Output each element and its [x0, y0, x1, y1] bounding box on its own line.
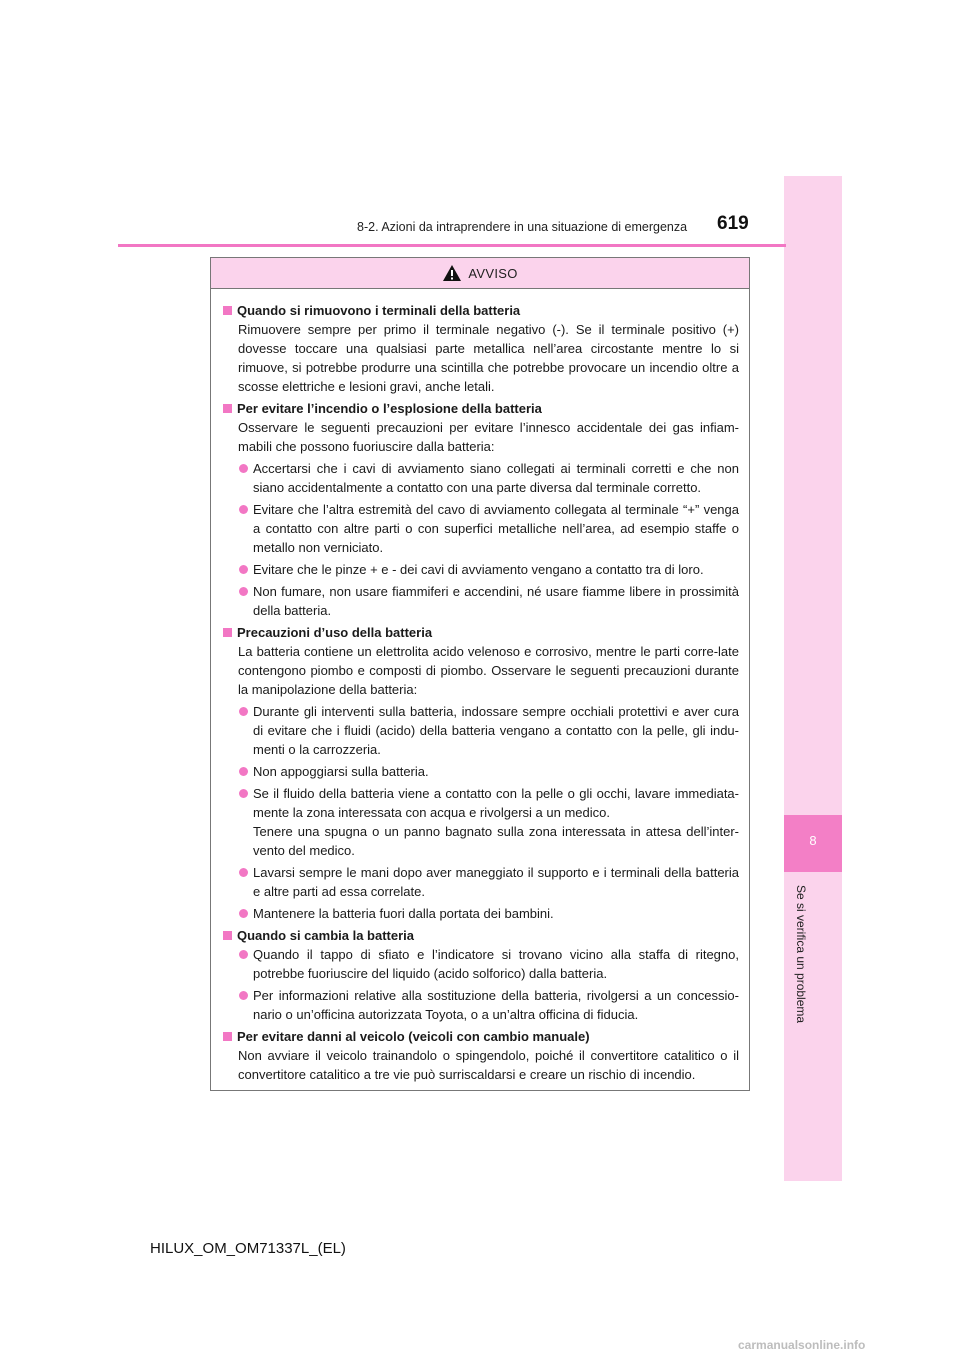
round-bullet-icon [239, 464, 248, 473]
document-code: HILUX_OM_OM71337L_(EL) [150, 1240, 346, 1257]
round-bullet-icon [239, 909, 248, 918]
section-heading [223, 623, 739, 642]
list-item-text: Evitare che le pinze + e - dei cavi di avviamento vengano a contatto tra di loro. [253, 562, 704, 577]
list-item [223, 702, 739, 759]
list-item [223, 500, 739, 557]
list-item-text: Quando il tappo di sfiato e l’indicatore si trovano vicino alla staffa di ritegno, potrebbe fuoriuscire del liquido (acido solforico) dalla batteria. [253, 947, 739, 981]
section-title: 8-2. Azioni da intraprendere in una situazione di emergenza [357, 220, 688, 234]
list-item [223, 945, 739, 983]
square-bullet-icon [223, 404, 232, 413]
list-item [223, 459, 739, 497]
section-paragraph: Osservare le seguenti precauzioni per evitare l’innesco accidentale dei gas infiam-mabili che possono fuoriuscire dalla batteria: [238, 420, 739, 454]
round-bullet-icon [239, 587, 248, 596]
list-item-text: Mantenere la batteria fuori dalla portata dei bambini. [253, 906, 554, 921]
section-heading [223, 1027, 739, 1046]
round-bullet-icon [239, 505, 248, 514]
section-paragraph: La batteria contiene un elettrolita acido velenoso e corrosivo, mentre le parti corre-late contengono piombo e composti di piombo. Osservare le seguenti precauzioni durante la manipolazione della batteria: [238, 644, 739, 697]
square-bullet-icon [223, 931, 232, 940]
warning-section [223, 301, 739, 396]
list-item-text: Lavarsi sempre le mani dopo aver maneggiato il supporto e i terminali della batteria e altre parti ad essa correlate. [253, 865, 739, 899]
section-heading [223, 301, 739, 320]
section-heading-text: Precauzioni d’uso della batteria [237, 625, 433, 640]
list-item [223, 863, 739, 901]
section-heading-text: Quando si rimuovono i terminali della batteria [237, 303, 521, 318]
round-bullet-icon [239, 707, 248, 716]
warning-header [211, 258, 749, 289]
warning-section [223, 623, 739, 923]
list-item [223, 986, 739, 1024]
round-bullet-icon [239, 991, 248, 1000]
list-item-text: Non appoggiarsi sulla batteria. [253, 764, 429, 779]
list-item-text: Se il fluido della batteria viene a contatto con la pelle o gli occhi, lavare immediata-mente la zona interessata con acqua e rivolgersi a un medico. Tenere una spugna o un panno bagnato sulla zona interessata in attesa dell’inter-vento del medico. [253, 786, 739, 858]
section-heading-text: Per evitare l’incendio o l’esplosione della batteria [237, 401, 542, 416]
list-item [223, 904, 739, 923]
warning-section [223, 926, 739, 1024]
section-paragraph: Rimuovere sempre per primo il terminale negativo (-). Se il terminale positivo (+) dovesse toccare una qualsiasi parte metallica nell’area circostante mentre lo si rimuove, si potrebbe produrre una scintilla che potrebbe provocare un incendio oltre a scosse elettriche e lesioni gravi, anche letali. [238, 322, 739, 394]
list-item-text: Non fumare, non usare fiammiferi e accendini, né usare fiamme libere in prossimità della batteria. [253, 584, 739, 618]
list-item [223, 762, 739, 781]
list-item [223, 784, 739, 860]
round-bullet-icon [239, 565, 248, 574]
warning-section [223, 1027, 739, 1084]
round-bullet-icon [239, 868, 248, 877]
header-rule [118, 244, 786, 247]
warning-body [211, 289, 749, 1097]
list-item-text: Per informazioni relative alla sostituzione della batteria, rivolgersi a un concessio-nario o un’officina autorizzata Toyota, o a un’altra officina di fiducia. [253, 988, 739, 1022]
watermark: carmanualsonline.info [738, 1338, 866, 1352]
chapter-number: 8 [809, 833, 817, 848]
section-heading-text: Quando si cambia la batteria [237, 928, 414, 943]
page-number: 619 [717, 213, 749, 234]
list-item-text: Evitare che l’altra estremità del cavo di avviamento collegata al terminale “+” venga a contatto con altre parti o con superfici metalliche nell’area, ad esempio staffe o metallo non verniciato. [253, 502, 739, 555]
list-item-text: Accertarsi che i cavi di avviamento siano collegati ai terminali corretti e che non siano accidentalmente a contatto con una parte diversa dal terminale corretto. [253, 461, 739, 495]
list-item-text: Durante gli interventi sulla batteria, indossare sempre occhiali protettivi e aver cura di evitare che i fluidi (acido) della batteria vengano a contatto con la pelle, gli indu-menti o la carrozzeria. [253, 704, 739, 757]
warning-box [210, 257, 750, 1091]
warning-label: AVVISO [468, 265, 518, 281]
square-bullet-icon [223, 1032, 232, 1041]
section-heading [223, 399, 739, 418]
warning-section [223, 399, 739, 620]
round-bullet-icon [239, 767, 248, 776]
section-paragraph: Non avviare il veicolo trainandolo o spingendolo, poiché il convertitore catalitico o il convertitore catalitico a tre vie può surriscaldarsi e creare un rischio di incendio. [238, 1048, 739, 1082]
list-item [223, 582, 739, 620]
warning-triangle-icon [442, 264, 462, 282]
square-bullet-icon [223, 306, 232, 315]
section-heading-text: Per evitare danni al veicolo (veicoli con cambio manuale) [237, 1029, 590, 1044]
square-bullet-icon [223, 628, 232, 637]
round-bullet-icon [239, 950, 248, 959]
list-item [223, 560, 739, 579]
section-heading [223, 926, 739, 945]
round-bullet-icon [239, 789, 248, 798]
chapter-title: Se si verifica un problema [794, 885, 808, 1024]
